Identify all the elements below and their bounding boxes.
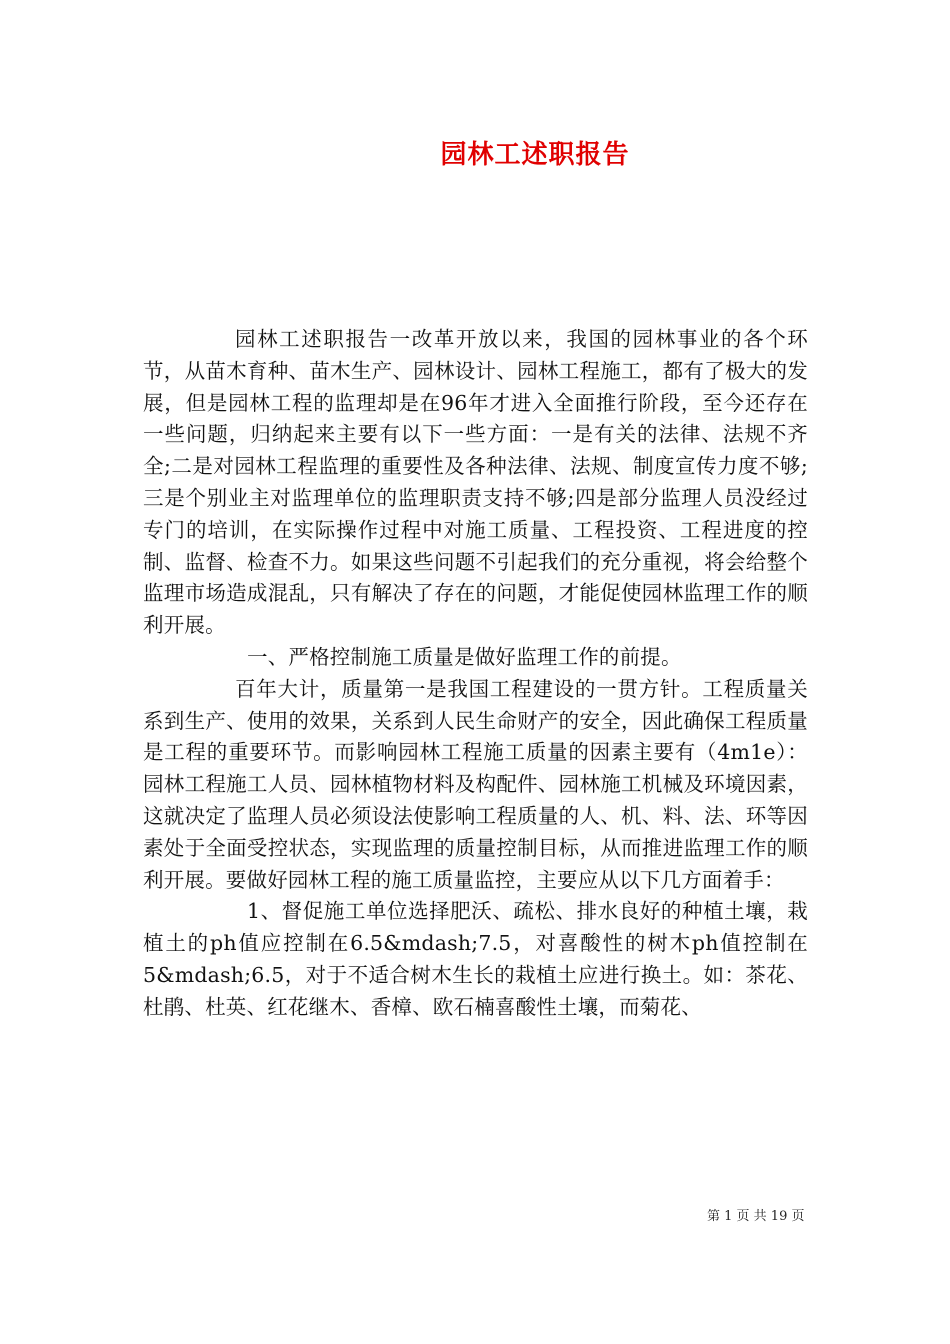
document-body — [143, 324, 808, 1024]
paragraph-intro: 园林工述职报告一改革开放以来，我国的园林事业的各个环节，从苗木育种、苗木生产、园林设计、园林工程施工，都有了极大的发展，但是园林工程的监理却是在96年才进入全面推行阶段，至今还存在一些问题，归纳起来主要有以下一些方面：一是有关的法律、法规不齐全;二是对园林工程监理的重要性及各种法律、法规、制度宣传力度不够;三是个别业主对监理单位的监理职责支持不够;四是部分监理人员没经过专门的培训，在实际操作过程中对施工质量、工程投资、工程进度的控制、监督、检查不力。如果这些问题不引起我们的充分重视，将会给整个监理市场造成混乱，只有解决了存在的问题，才能促使园林监理工作的顺利开展。 — [143, 327, 808, 638]
page-number-footer: 第 1 页 共 19 页 — [707, 1209, 805, 1224]
document-title: 园林工述职报告 — [440, 140, 630, 170]
paragraph-soil: 1、督促施工单位选择肥沃、疏松、排水良好的种植土壤，栽植土的ph值应控制在6.5&mdash;7.5，对喜酸性的树木ph值控制在5&mdash;6.5，对于不适合树木生长的栽植土应进行换土。如：茶花、杜鹃、杜英、红花继木、香樟、欧石楠喜酸性土壤，而菊花、 — [143, 899, 808, 1019]
section-heading: 一、严格控制施工质量是做好监理工作的前提。 — [247, 644, 682, 669]
paragraph-quality: 百年大计，质量第一是我国工程建设的一贯方针。工程质量关系到生产、使用的效果，关系到人民生命财产的安全，因此确保工程质量是工程的重要环节。而影响园林工程施工质量的因素主要有（4m1e）：园林工程施工人员、园林植物材料及构配件、园林施工机械及环境因素，这就决定了监理人员必须设法使影响工程质量的人、机、料、法、环等因素处于全面受控状态，实现监理的质量控制目标，从而推进监理工作的顺利开展。要做好园林工程的施工质量监控，主要应从以下几方面着手： — [143, 676, 808, 892]
